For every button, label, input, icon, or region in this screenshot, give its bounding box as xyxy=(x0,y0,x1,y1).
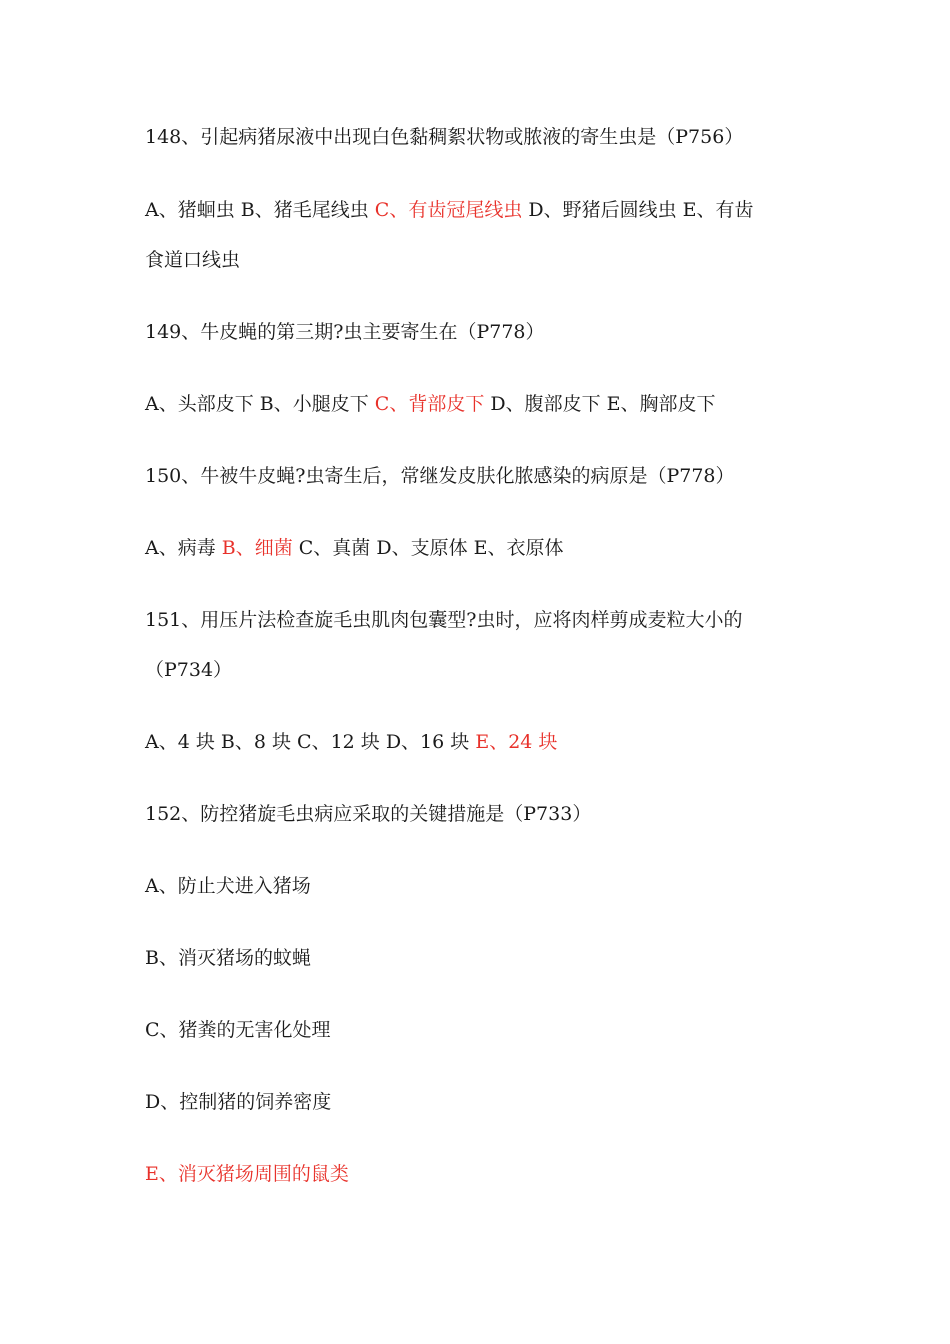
question-152-option-a: A、防止犬进入猪场 xyxy=(145,875,311,897)
option-c-answer: C、背部皮下 xyxy=(374,393,485,415)
option-e: E、胸部皮下 xyxy=(606,393,716,415)
question-151-options xyxy=(145,730,815,754)
option-e-answer: E、24 块 xyxy=(475,731,558,753)
question-148-stem: 148、引起病猪尿液中出现白色黏稠絮状物或脓液的寄生虫是（P756） xyxy=(145,126,744,148)
question-150-options xyxy=(145,536,815,560)
option-d: D、腹部皮下 xyxy=(484,393,607,415)
option-e: E、衣原体 xyxy=(473,537,564,559)
option-d: D、支原体 xyxy=(376,537,474,559)
question-148-options xyxy=(145,198,815,222)
option-a: A、病毒 xyxy=(145,537,222,559)
option-a: A、猪蛔虫 xyxy=(145,199,241,221)
question-151-stem-continued: （P734） xyxy=(145,659,233,681)
question-152-option-d: D、控制猪的饲养密度 xyxy=(145,1091,332,1113)
option-e: E、有齿 xyxy=(682,199,754,221)
option-c-answer: C、有齿冠尾线虫 xyxy=(374,199,523,221)
question-152-option-c: C、猪粪的无害化处理 xyxy=(145,1019,331,1041)
question-148-options-continued: 食道口线虫 xyxy=(145,249,241,271)
option-a: A、4 块 xyxy=(145,731,221,753)
option-d: D、16 块 xyxy=(385,731,476,753)
question-150-stem: 150、牛被牛皮蝇?虫寄生后，常继发皮肤化脓感染的病原是（P778） xyxy=(145,465,735,487)
question-149-options xyxy=(145,392,815,416)
question-152-stem: 152、防控猪旋毛虫病应采取的关键措施是（P733） xyxy=(145,803,592,825)
option-a: A、头部皮下 xyxy=(145,393,260,415)
question-152-option-e-answer: E、消灭猪场周围的鼠类 xyxy=(145,1163,349,1185)
option-d: D、野猪后圆线虫 xyxy=(522,199,683,221)
option-c: C、12 块 xyxy=(297,731,386,753)
question-149-stem: 149、牛皮蝇的第三期?虫主要寄生在（P778） xyxy=(145,321,545,343)
option-c: C、真菌 xyxy=(292,537,377,559)
option-b: B、猪毛尾线虫 xyxy=(240,199,375,221)
option-b-answer: B、细菌 xyxy=(221,537,293,559)
question-152-option-b: B、消灭猪场的蚊蝇 xyxy=(145,947,311,969)
option-b: B、8 块 xyxy=(220,731,298,753)
question-151-stem: 151、用压片法检查旋毛虫肌肉包囊型?虫时，应将肉样剪成麦粒大小的 xyxy=(145,609,743,631)
option-b: B、小腿皮下 xyxy=(259,393,375,415)
